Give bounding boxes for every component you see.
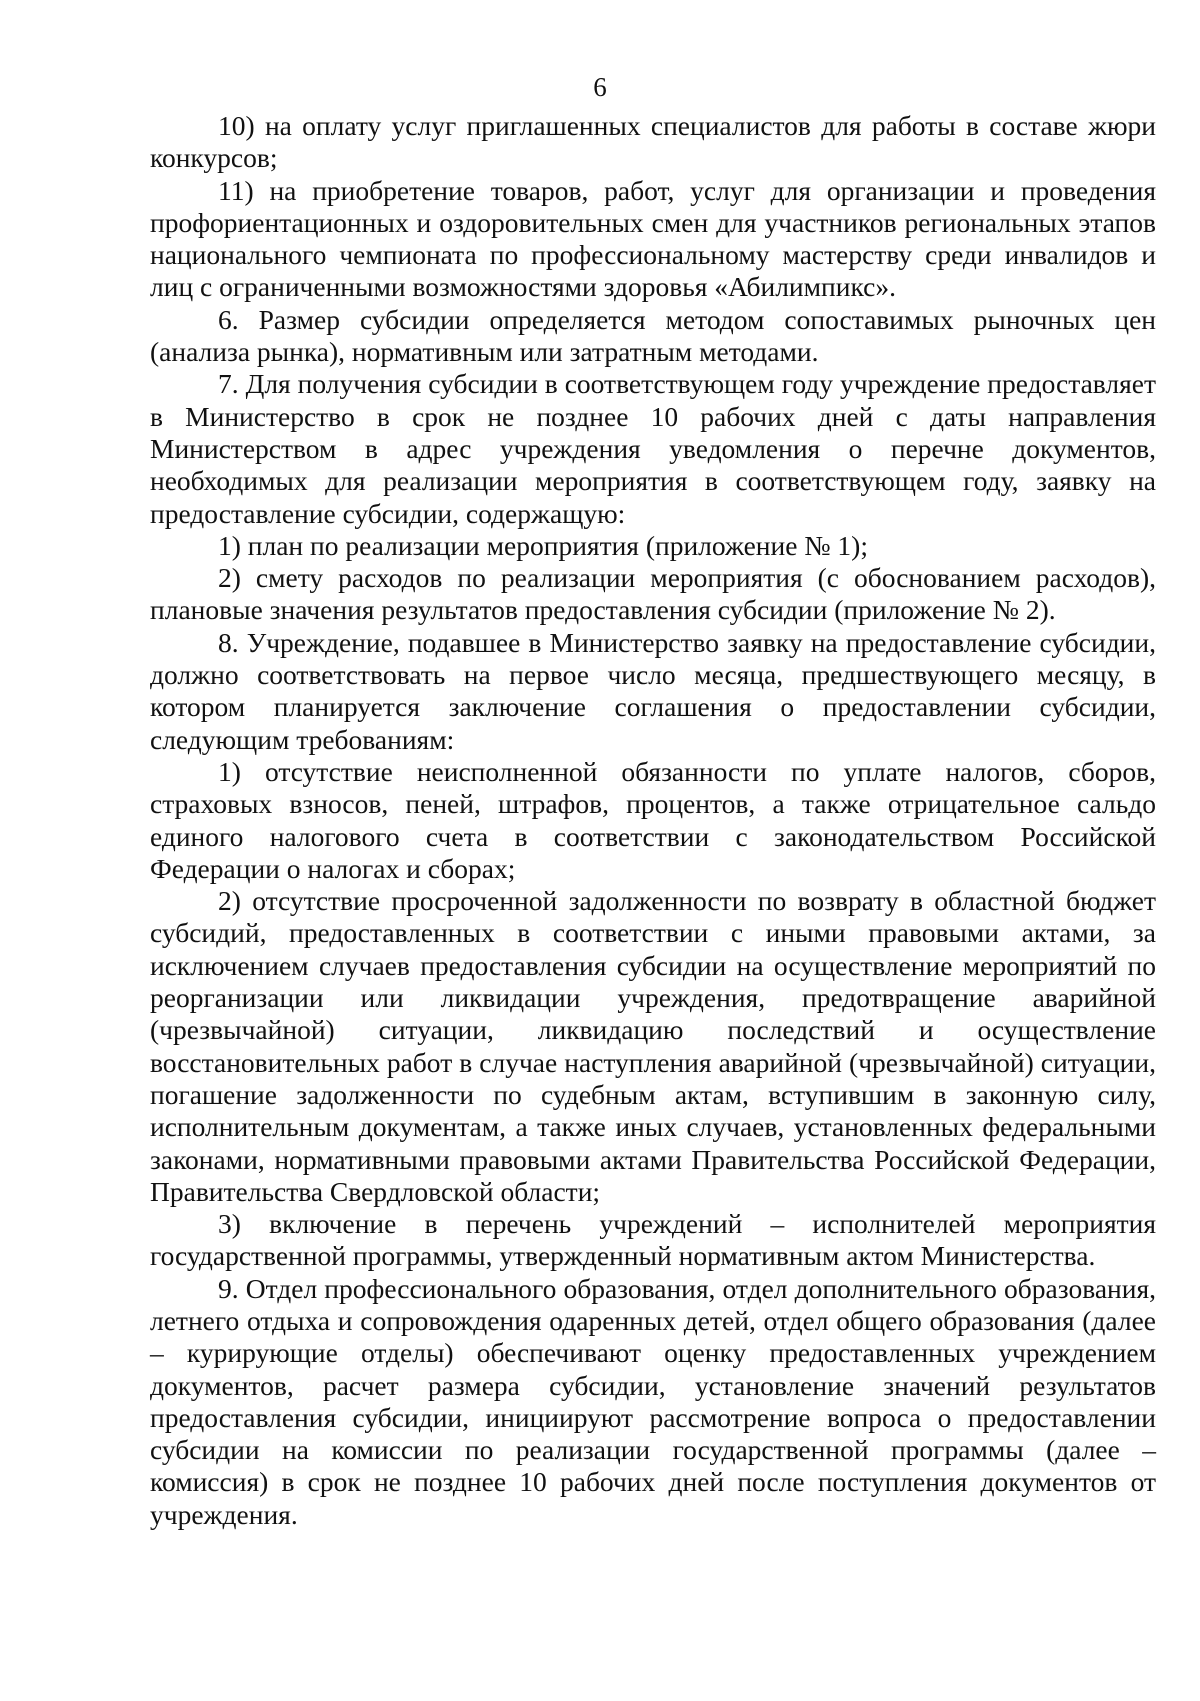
paragraph-clause-7: 7. Для получения субсидии в соответствующем году учреждение предоставляет в Министерство в срок не позднее 10 рабочих дней с даты направления Министерством в адрес учреждения уведомления о перечне документов, необходимых для реализации мероприятия в соответствующем году, заявку на предоставление субсидии, содержащую: [150, 368, 1156, 529]
paragraph-clause-7-item-1: 1) план по реализации мероприятия (приложение № 1); [218, 529, 868, 561]
paragraph-clause-7-item-2: 2) смету расходов по реализации мероприятия (с обоснованием расходов), плановые значения результатов предоставления субсидии (приложение № 2). [150, 562, 1156, 626]
paragraph-clause-8-item-1: 1) отсутствие неисполненной обязанности по уплате налогов, сборов, страховых взносов, пеней, штрафов, процентов, а также отрицательное сальдо единого налогового счета в соответствии с законодательством Российской Федерации о налогах и сборах; [150, 755, 1156, 884]
paragraph-clause-8-item-3: 3) включение в перечень учреждений – исполнителей мероприятия государственной программы, утвержденный нормативным актом Министерства. [150, 1208, 1156, 1272]
document-body [150, 110, 1156, 1531]
paragraph-item-11: 11) на приобретение товаров, работ, услуг для организации и проведения профориентационных и оздоровительных смен для участников региональных этапов национального чемпионата по профессиональному мастерству среди инвалидов и лиц с ограниченными возможностями здоровья «Абилимпикс». [150, 174, 1156, 303]
page-number: 6 [593, 72, 607, 102]
paragraph-clause-9: 9. Отдел профессионального образования, отдел дополнительного образования, летнего отдыха и сопровождения одаренных детей, отдел общего образования (далее – курирующие отделы) обеспечивают оценку предоставленных учреждением документов, расчет размера субсидии, установление значений результатов предоставления субсидии, инициируют рассмотрение вопроса о предоставлении субсидии на комиссии по реализации государственной программы (далее – комиссия) в срок не позднее 10 рабочих дней после поступления документов от учреждения. [150, 1272, 1156, 1530]
paragraph-clause-8-item-2: 2) отсутствие просроченной задолженности по возврату в областной бюджет субсидий, предоставленных в соответствии с иными правовыми актами, за исключением случаев предоставления субсидии на осуществление мероприятий по реорганизации или ликвидации учреждения, предотвращение аварийной (чрезвычайной) ситуации, ликвидацию последствий и осуществление восстановительных работ в случае наступления аварийной (чрезвычайной) ситуации, погашение задолженности по судебным актам, вступившим в законную силу, исполнительным документам, а также иных случаев, установленных федеральными законами, нормативными правовыми актами Правительства Российской Федерации, Правительства Свердловской области; [150, 885, 1156, 1207]
paragraph-clause-6: 6. Размер субсидии определяется методом сопоставимых рыночных цен (анализа рынка), нормативным или затратным методами. [150, 303, 1156, 368]
paragraph-clause-8: 8. Учреждение, подавшее в Министерство заявку на предоставление субсидии, должно соответствовать на первое число месяца, предшествующего месяцу, в котором планируется заключение соглашения о предоставлении субсидии, следующим требованиям: [150, 626, 1156, 755]
paragraph-item-10: 10) на оплату услуг приглашенных специалистов для работы в составе жюри конкурсов; [150, 110, 1156, 174]
